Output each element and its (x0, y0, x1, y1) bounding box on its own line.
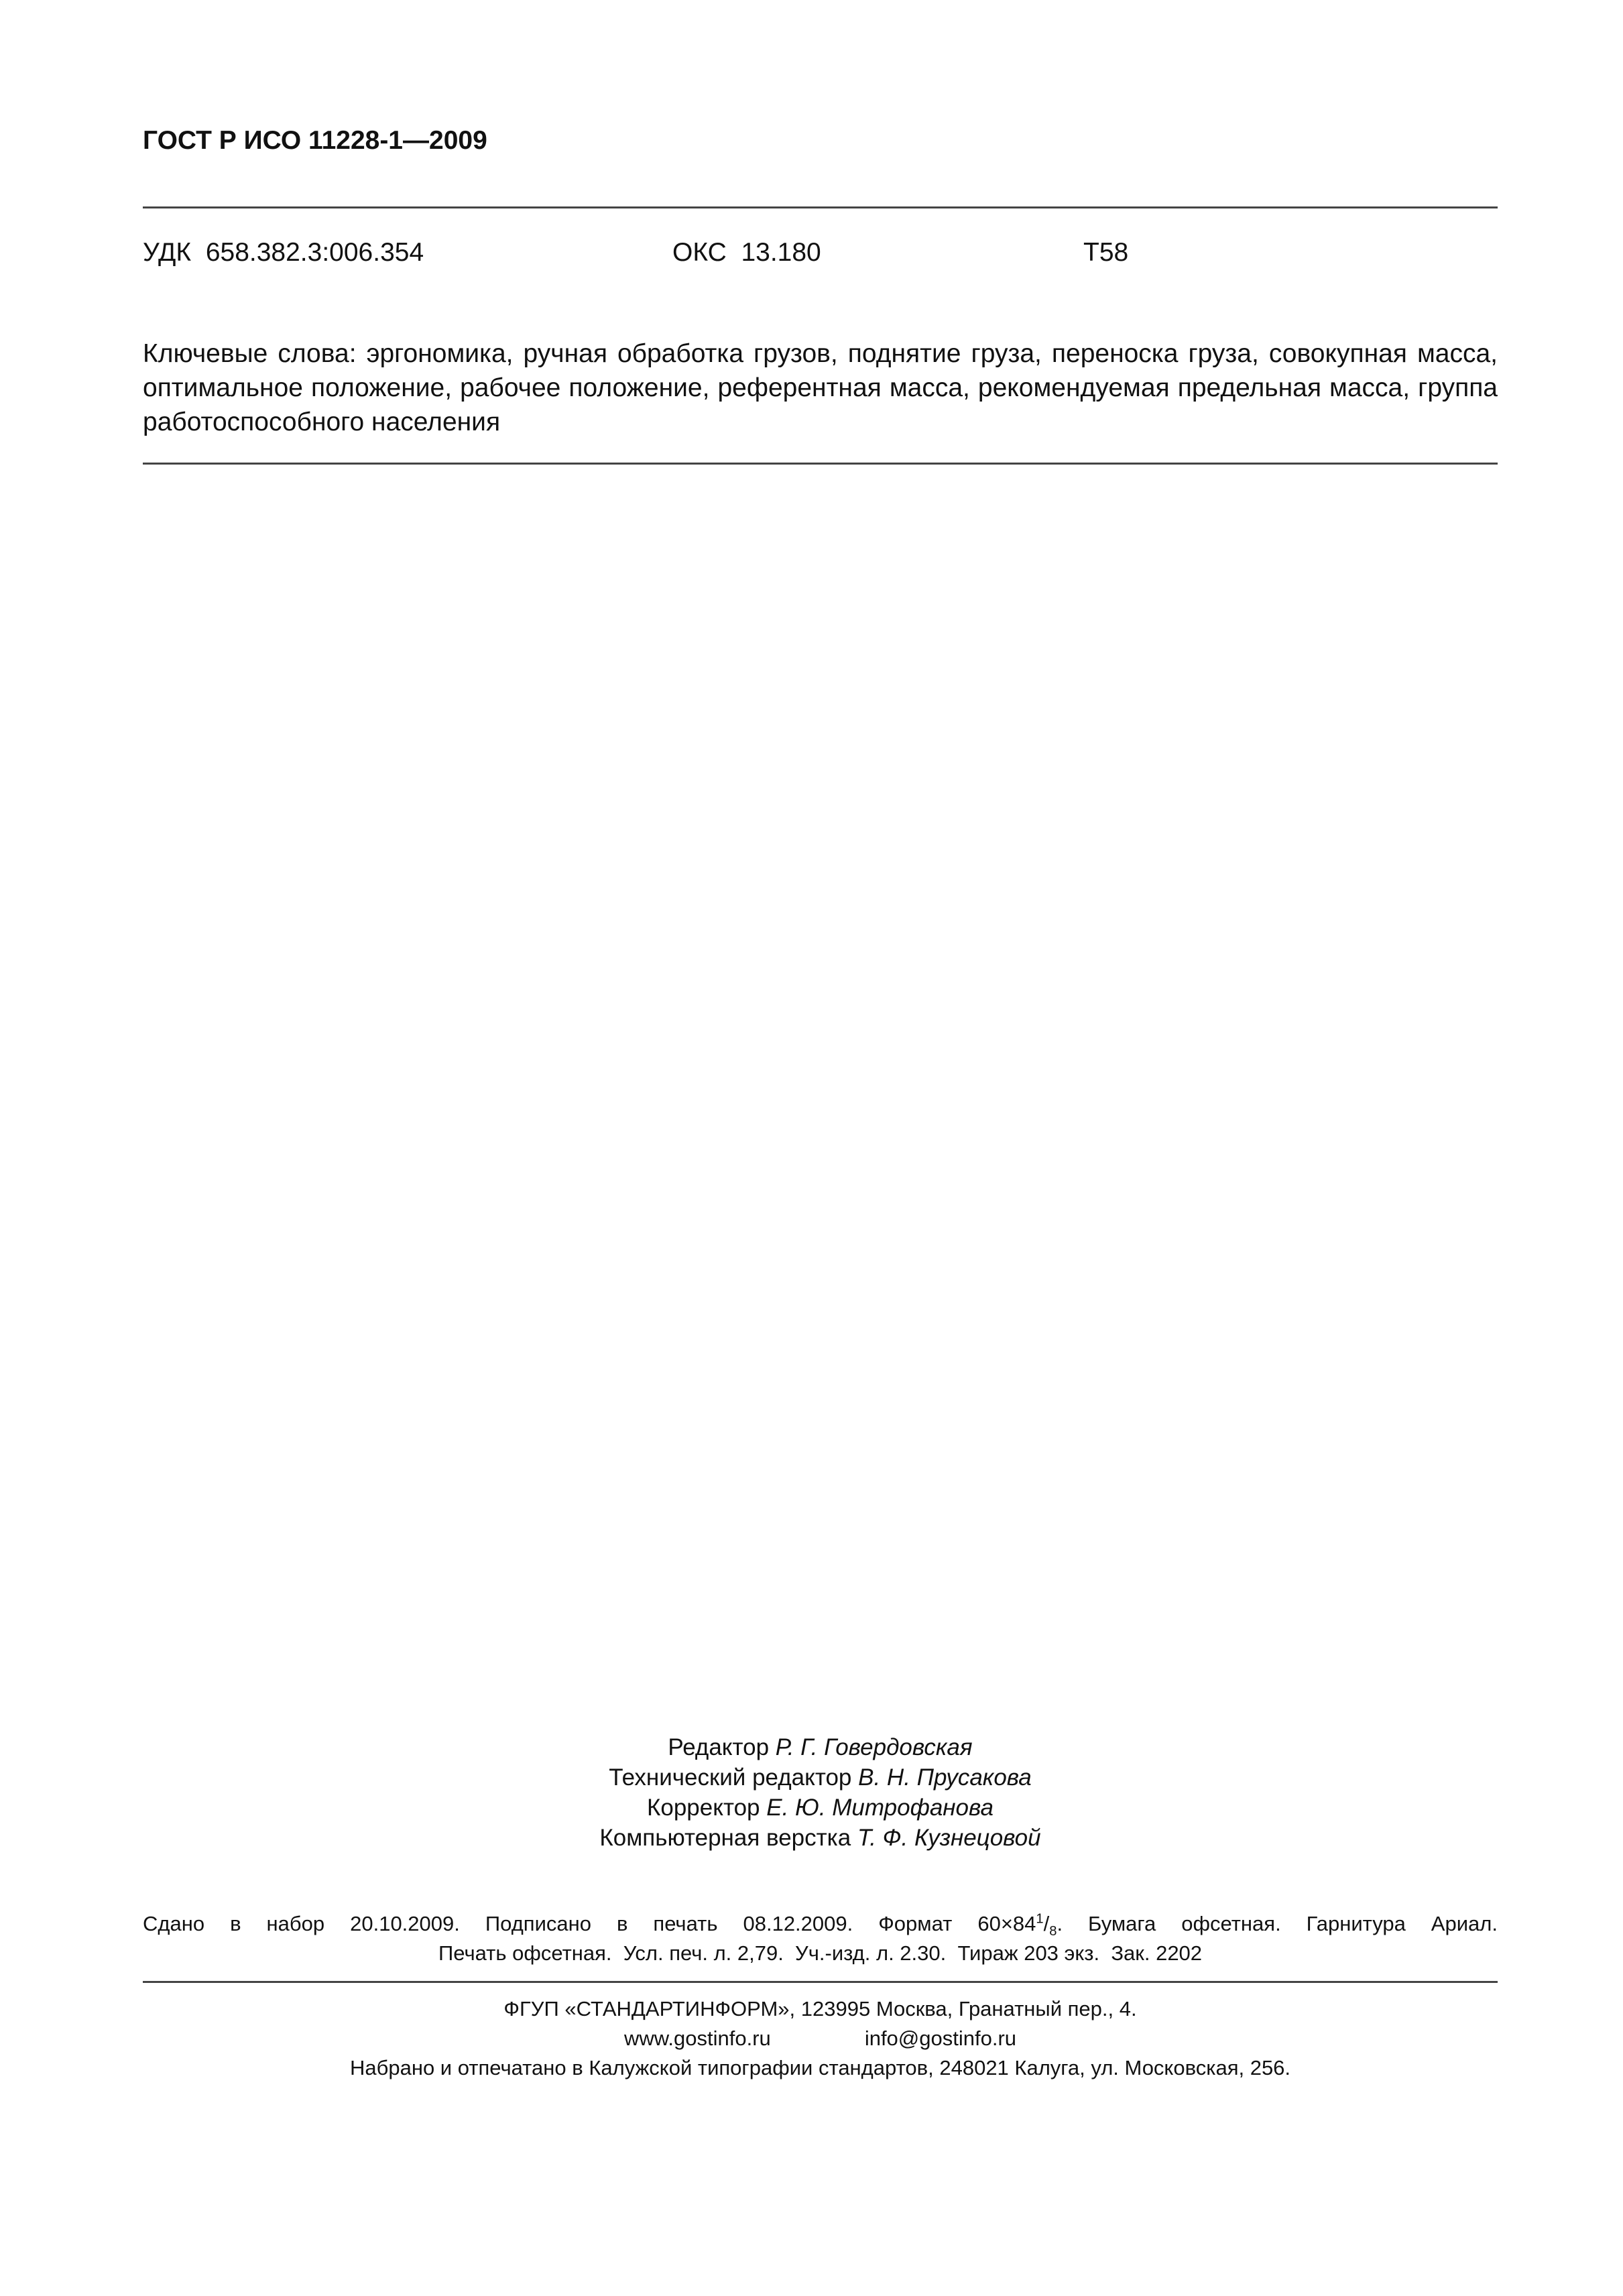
print-info-line-1 (143, 1909, 1498, 1939)
print-info-text: Сдано в набор 20.10.2009. Подписано в печать 08.12.2009. Формат 60×84 (143, 1912, 1036, 1935)
oks-code: ОКС 13.180 (672, 238, 821, 267)
credit-name: Т. Ф. Кузнецовой (857, 1825, 1041, 1851)
format-slash: / (1043, 1912, 1050, 1935)
print-info (143, 1909, 1498, 1968)
publisher-block (143, 1994, 1498, 2083)
document-code: ГОСТ Р ИСО 11228-1—2009 (143, 126, 487, 155)
format-subscript: 8 (1049, 1924, 1057, 1939)
udk-code: УДК 658.382.3:006.354 (143, 238, 424, 267)
credits-block (143, 1732, 1498, 1853)
print-info-line-2: Печать офсетная. Усл. печ. л. 2,79. Уч.-изд. л. 2.30. Тираж 203 экз. Зак. 2202 (438, 1941, 1203, 1965)
credit-line-tech-editor (143, 1762, 1498, 1793)
credit-role: Компьютерная верстка (599, 1825, 851, 1851)
publisher-website[interactable]: www.gostinfo.ru (623, 2027, 771, 2050)
credit-role: Редактор (668, 1734, 770, 1760)
print-info-text: . Бумага офсетная. Гарнитура Ариал. (1057, 1912, 1498, 1935)
format-superscript: 1 (1036, 1911, 1044, 1927)
keywords-divider (143, 463, 1498, 465)
top-divider (143, 206, 1498, 208)
publisher-email[interactable]: info@gostinfo.ru (864, 2027, 1017, 2050)
credit-line-proofreader (143, 1793, 1498, 1823)
publisher-divider (143, 1981, 1498, 1983)
printing-house: Набрано и отпечатано в Калужской типографии стандартов, 248021 Калуга, ул. Московская, 256. (349, 2056, 1291, 2079)
credit-role: Технический редактор (609, 1764, 852, 1791)
credit-line-editor (143, 1732, 1498, 1762)
credit-line-layout (143, 1823, 1498, 1853)
publisher-address: ФГУП «СТАНДАРТИНФОРМ», 123995 Москва, Гранатный пер., 4. (503, 1997, 1137, 2020)
t-code: Т58 (1083, 238, 1129, 267)
credit-role: Корректор (646, 1795, 760, 1821)
credit-name: Е. Ю. Митрофанова (766, 1795, 994, 1821)
credit-name: Р. Г. Говердовская (775, 1734, 973, 1760)
keywords-paragraph: Ключевые слова: эргономика, ручная обработка грузов, поднятие груза, переноска груза, совокупная масса, оптимальное положение, рабочее положение, референтная масса, рекомендуемая предельная масса, группа работоспособного населения (143, 339, 1498, 436)
credit-name: В. Н. Прусакова (858, 1764, 1032, 1791)
publisher-contacts (143, 2024, 1498, 2053)
